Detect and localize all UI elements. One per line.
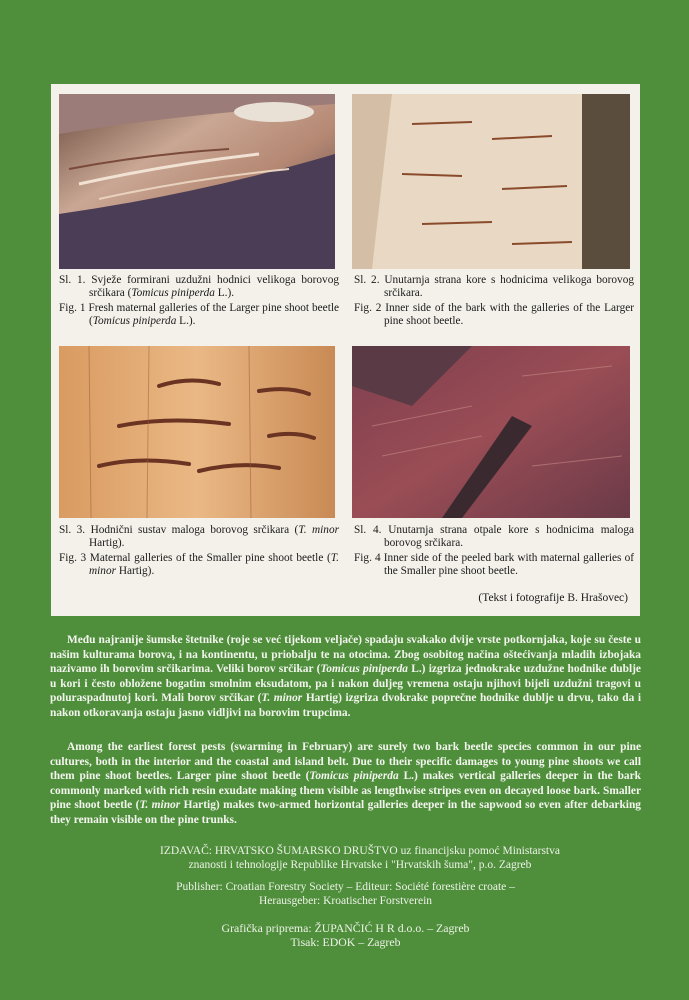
body-text-croatian: Među najranije šumske štetnike (roje se već tijekom veljače) spadaju svakako dvije vrste potkornjaka, koje su česte u našim kulturama borova, i na kontinentu, u priobalju te na otocima. Zbog osobitog načina oštećivanja mladih izbojaka nazivamo ih borovim srčikarima. Veliki borov srčikar (Tomicus piniperda L.) izgriza jednokrake uzdužne hodnike dublje u kori i često obložene bogatim smolnim eksudatom, pa i nakon duljeg vremena ostaju njihovi bijeli uzdužni tragovi u poluraspadnutoj kori. Mali borov srčikar (T. minor Hartig) izgriza dvokrake poprečne hodnike dublje u drvu, tako da i nakon otkoravanja ostaju jasno vidljivi na borovim trupcima. <box>50 634 641 719</box>
caption-hr: Sl. 4. Unutarnja strana otpale kore s hodnicima maloga borovog srčikara. <box>354 524 634 549</box>
publisher-croatian: IZDAVAČ: HRVATSKO ŠUMARSKO DRUŠTVO uz financijsku pomoć Ministarstva znanosti i tehnologije Republike Hrvatske i "Hrvatskih šuma", p.o. Zagreb <box>159 845 560 871</box>
caption-en: Fig. 2 Inner side of the bark with the galleries of the Larger pine shoot beetle. <box>354 302 634 327</box>
publisher-multilingual: Publisher: Croatian Forestry Society – Editeur: Société forestière croate – Herausgeber: Kroatischer Forstverein <box>176 881 515 907</box>
caption-en: Fig. 4 Inner side of the peeled bark with maternal galleries of the Smaller pine shoot beetle. <box>354 552 634 577</box>
caption-fig-2 <box>354 274 634 330</box>
photo-fig-4 <box>352 346 630 518</box>
print-credits: Grafička priprema: ŽUPANČIĆ H R d.o.o. – Zagreb Tisak: EDOK – Zagreb <box>221 921 470 949</box>
caption-en: Fig. 1 Fresh maternal galleries of the Larger pine shoot beetle (Tomicus piniperda L.). <box>59 302 339 327</box>
photo-panel <box>51 84 640 616</box>
caption-en: Fig. 3 Maternal galleries of the Smaller pine shoot beetle (T. minor Hartig). <box>59 552 339 577</box>
caption-fig-4 <box>354 524 634 580</box>
photo-fig-2 <box>352 94 630 269</box>
caption-fig-1 <box>59 274 339 330</box>
body-text-english: Among the earliest forest pests (swarming in February) are surely two bark beetle species common in our pine cultures, both in the interior and the coastal and island belt. Due to their specific damages to young pine shoots we call them pine shoot beetles. Larger pine shoot beetle (Tomicus piniperda L.) makes vertical galleries deeper in the bark commonly marked with rich resin exudate making them visible as lengthwise stripes even on decayed loose bark. Smaller pine shoot beetle (T. minor Hartig) makes two-armed horizontal galleries deeper in the sapwood so even after debarking they remain visible on the pine trunks. <box>50 741 641 826</box>
caption-hr: Sl. 1. Svježe formirani uzdužni hodnici velikoga borovog srčikara (Tomicus piniperda L.). <box>59 274 340 299</box>
caption-fig-3 <box>59 524 339 580</box>
photo-fig-1 <box>59 94 335 269</box>
photo-credit: (Tekst i fotografije B. Hrašovec) <box>478 592 628 604</box>
caption-hr: Sl. 2. Unutarnja strana kore s hodnicima velikoga borovog srčikara. <box>354 274 635 299</box>
caption-hr: Sl. 3. Hodnični sustav maloga borovog srčikara (T. minor Hartig). <box>59 524 339 549</box>
photo-fig-3 <box>59 346 335 518</box>
